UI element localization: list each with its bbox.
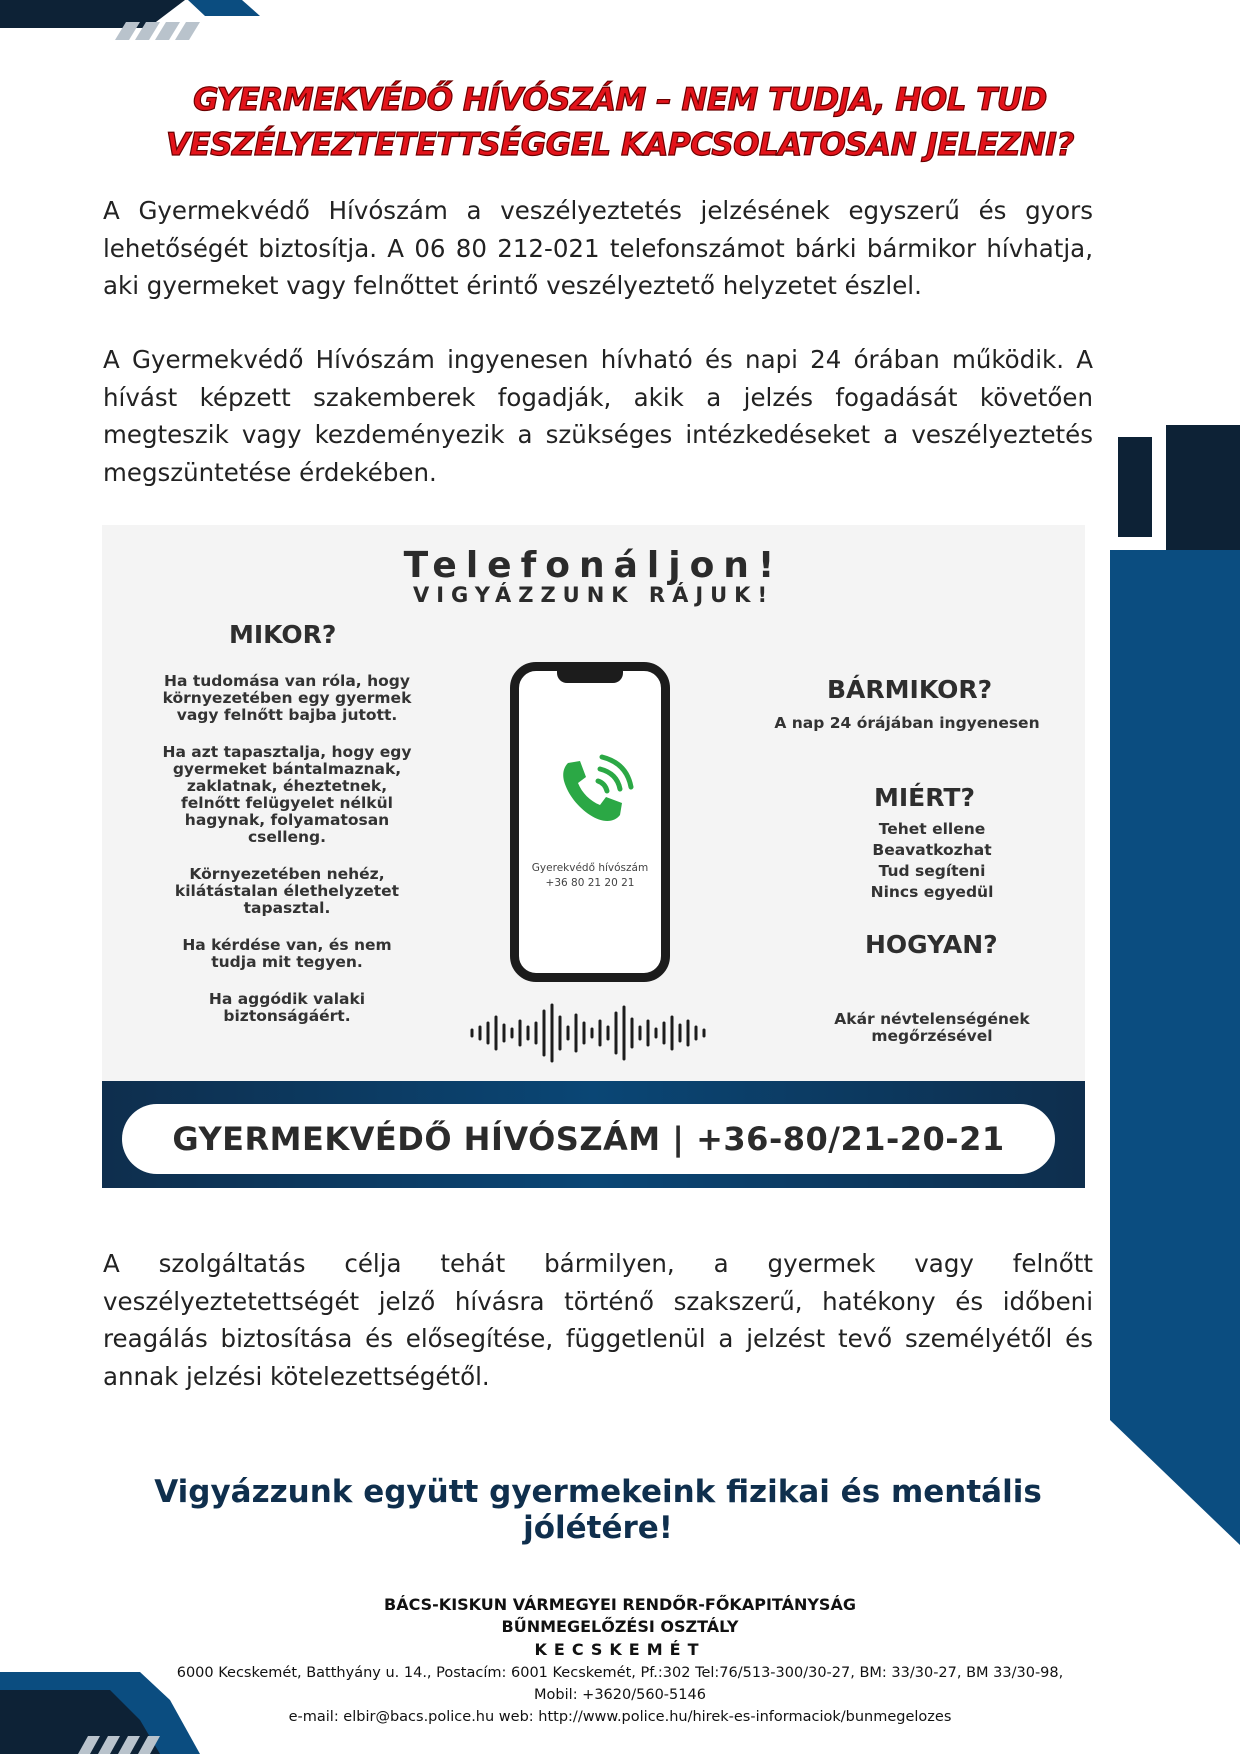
footer-contact: e-mail: elbir@bacs.police.hu web: http://www.police.hu/hirek-es-informaciok/bunmegelozes xyxy=(288,1709,952,1725)
hotline-banner-text: GYERMEKVÉDŐ HÍVÓSZÁM | +36-80/21-20-21 xyxy=(172,1120,1005,1158)
barmikor-text: A nap 24 órájában ingyenesen xyxy=(774,714,1040,732)
phone-illustration xyxy=(510,662,670,982)
right-side-decoration xyxy=(1110,425,1240,1545)
hogyan-heading: HOGYAN? xyxy=(865,930,998,959)
mikor-list xyxy=(162,673,412,1045)
footer-department: BŰNMEGELŐZÉSI OSZTÁLY xyxy=(501,1617,739,1636)
mikor-item: Ha azt tapasztalja, hogy egy gyermeket bántalmaznak, zaklatnak, éheztetnek, felnőtt felügyelet nélkül hagynak, folyamatosan cselleng. xyxy=(162,743,412,846)
sound-wave-icon xyxy=(468,1003,713,1068)
phone-notch xyxy=(557,669,623,683)
footer-city: KECSKEMÉT xyxy=(534,1640,706,1659)
poster-subtitle: VIGYÁZZUNK RÁJUK! xyxy=(412,583,775,607)
intro-paragraph: A Gyermekvédő Hívószám a veszélyeztetés jelzésének egyszerű és gyors lehetőségét biztosítja. A 06 80 212-021 telefonszámot bárki bármikor hívhatja, aki gyermeket vagy felnőttet érintő veszélyeztető helyzetet észlel. xyxy=(103,196,1093,300)
mikor-item: Ha aggódik valaki biztonságáért. xyxy=(208,990,366,1025)
page-title-line-1: GYERMEKVÉDŐ HÍVÓSZÁM – NEM TUDJA, HOL TUD xyxy=(193,82,1047,118)
page-title xyxy=(100,78,1140,168)
footer-address: 6000 Kecskemét, Batthyány u. 14., Postacím: 6001 Kecskemét, Pf.:302 Tel:76/513-300/30-27, BM: 33/30-27, BM 33/30-98, Mobil: +3620/560-5146 xyxy=(176,1665,1064,1703)
barmikor-heading: BÁRMIKOR? xyxy=(827,675,993,704)
miert-item: Tud segíteni xyxy=(878,862,986,880)
poster-title: Telefonáljon! xyxy=(403,545,784,586)
miert-item: Beavatkozhat xyxy=(872,841,992,859)
phone-caption-label: Gyerekvédő hívószám xyxy=(531,862,649,874)
hotline-banner xyxy=(122,1104,1055,1174)
page-title-line-2: VESZÉLYEZTETETTSÉGGEL KAPCSOLATOSAN JELEZNI? xyxy=(166,127,1074,163)
mikor-item: Ha kérdése van, és nem tudja mit tegyen. xyxy=(182,936,392,971)
hogyan-text: Akár névtelenségének megőrzésével xyxy=(834,1010,1030,1045)
miert-item: Nincs egyedül xyxy=(870,883,994,901)
footer-organization: BÁCS-KISKUN VÁRMEGYEI RENDŐR-FŐKAPITÁNYSÁG xyxy=(384,1595,856,1614)
footer xyxy=(160,1594,1080,1728)
mikor-heading: MIKOR? xyxy=(229,620,337,649)
mikor-item: Ha tudomása van róla, hogy környezetében egy gyermek vagy felnőtt bajba jutott. xyxy=(162,672,412,724)
miert-item: Tehet ellene xyxy=(878,820,986,838)
miert-list xyxy=(832,819,1032,903)
service-paragraph: A Gyermekvédő Hívószám ingyenesen hívható és napi 24 órában működik. A hívást képzett szakemberek fogadják, akik a jelzés fogadását követően megteszik vagy kezdeményezik a szükséges intézkedéseket a veszélyeztetés megszüntetése érdekében. xyxy=(103,345,1093,487)
phone-caption-number: +36 80 21 20 21 xyxy=(545,877,635,889)
slogan: Vigyázzunk együtt gyermekeink fizikai és mentális jólétére! xyxy=(154,1474,1042,1546)
purpose-paragraph: A szolgáltatás célja tehát bármilyen, a gyermek vagy felnőtt veszélyeztetettségét jelző hívásra történő szakszerű, hatékony és időbeni reagálás biztosítása és elősegítése, függetlenül a jelzést tevő személyétől és annak jelzési kötelezettségétől. xyxy=(103,1249,1093,1391)
hotline-poster xyxy=(102,525,1085,1188)
top-left-corner-decoration xyxy=(0,0,260,48)
mikor-item: Környezetében nehéz, kilátástalan élethelyzetet tapasztal. xyxy=(174,865,400,917)
miert-heading: MIÉRT? xyxy=(874,783,975,812)
phone-call-icon xyxy=(554,753,634,838)
